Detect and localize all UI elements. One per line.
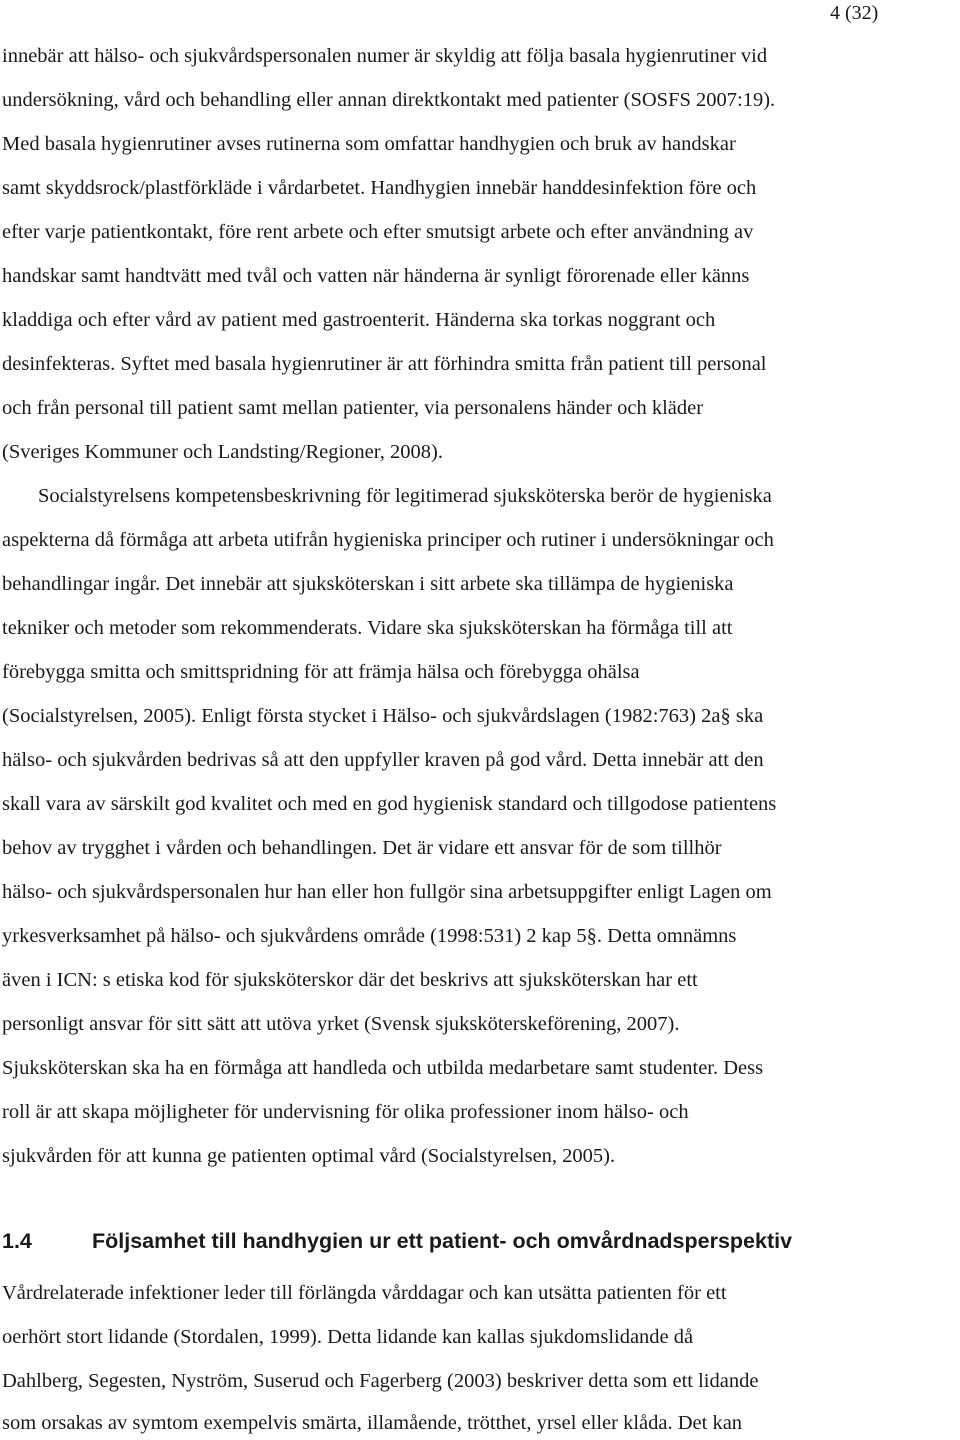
text-line: förebygga smitta och smittspridning för att främja hälsa och förebygga ohälsa bbox=[2, 661, 640, 683]
text-line: (Socialstyrelsen, 2005). Enligt första stycket i Hälso- och sjukvårdslagen (1982:763) 2a§ ska bbox=[2, 705, 764, 727]
text-line: Med basala hygienrutiner avses rutinerna som omfattar handhygien och bruk av handskar bbox=[2, 133, 736, 155]
text-line: Socialstyrelsens kompetensbeskrivning för legitimerad sjuksköterska berör de hygieniska bbox=[38, 485, 772, 507]
text-line: yrkesverksamhet på hälso- och sjukvårdens område (1998:531) 2 kap 5§. Detta omnämns bbox=[2, 925, 737, 947]
text-line: hälso- och sjukvårdspersonalen hur han eller hon fullgör sina arbetsuppgifter enligt Lagen om bbox=[2, 881, 772, 903]
text-line: roll är att skapa möjligheter för undervisning för olika professioner inom hälso- och bbox=[2, 1101, 689, 1123]
text-line: (Sveriges Kommuner och Landsting/Regioner, 2008). bbox=[2, 441, 443, 463]
text-line: desinfekteras. Syftet med basala hygienrutiner är att förhindra smitta från patient till personal bbox=[2, 353, 767, 375]
text-line: hälso- och sjukvården bedrivas så att den uppfyller kraven på god vård. Detta innebär att den bbox=[2, 749, 764, 771]
text-line: tekniker och metoder som rekommenderats. Vidare ska sjuksköterskan ha förmåga till att bbox=[2, 617, 733, 639]
text-line: behov av trygghet i vården och behandlingen. Det är vidare ett ansvar för de som tillhör bbox=[2, 837, 722, 859]
page-number: 4 (32) bbox=[830, 2, 879, 24]
text-line: oerhört stort lidande (Stordalen, 1999). Detta lidande kan kallas sjukdomslidande då bbox=[2, 1326, 694, 1348]
text-line: kladdiga och efter vård av patient med gastroenterit. Händerna ska torkas noggrant och bbox=[2, 309, 716, 331]
text-line: personligt ansvar för sitt sätt att utöva yrket (Svensk sjuksköterskeförening, 2007). bbox=[2, 1013, 680, 1035]
text-line: efter varje patientkontakt, före rent arbete och efter smutsigt arbete och efter användning av bbox=[2, 221, 754, 243]
text-line: innebär att hälso- och sjukvårdspersonalen numer är skyldig att följa basala hygienrutiner vid bbox=[2, 45, 768, 67]
text-line: aspekterna då förmåga att arbeta utifrån hygieniska principer och rutiner i undersökningar och bbox=[2, 529, 774, 551]
text-line: och från personal till patient samt mellan patienter, via personalens händer och kläder bbox=[2, 397, 704, 419]
text-line: skall vara av särskilt god kvalitet och med en god hygienisk standard och tillgodose patientens bbox=[2, 793, 777, 815]
section-title: Följsamhet till handhygien ur ett patient- och omvårdnadsperspektiv bbox=[92, 1229, 793, 1253]
text-line: sjukvården för att kunna ge patienten optimal vård (Socialstyrelsen, 2005). bbox=[2, 1145, 616, 1167]
text-line: handskar samt handtvätt med tvål och vatten när händerna är synligt förorenade eller känns bbox=[2, 265, 750, 287]
text-line: Sjuksköterskan ska ha en förmåga att handleda och utbilda medarbetare samt studenter. Dess bbox=[2, 1057, 764, 1079]
text-line: Dahlberg, Segesten, Nyström, Suserud och Fagerberg (2003) beskriver detta som ett lidande bbox=[2, 1370, 759, 1392]
section-number: 1.4 bbox=[2, 1229, 32, 1253]
text-line: som orsakas av symtom exempelvis smärta, illamående, trötthet, yrsel eller klåda. Det kan bbox=[2, 1412, 743, 1434]
text-line: undersökning, vård och behandling eller annan direktkontakt med patienter (SOSFS 2007:19). bbox=[2, 89, 776, 111]
text-line: behandlingar ingår. Det innebär att sjuksköterskan i sitt arbete ska tillämpa de hygieniska bbox=[2, 573, 734, 595]
text-line: samt skyddsrock/plastförkläde i vårdarbetet. Handhygien innebär handdesinfektion före och bbox=[2, 177, 757, 199]
text-line: Vårdrelaterade infektioner leder till förlängda vårddagar och kan utsätta patienten för ett bbox=[2, 1282, 727, 1304]
text-line: även i ICN: s etiska kod för sjuksköterskor där det beskrivs att sjuksköterskan har ett bbox=[2, 969, 698, 991]
